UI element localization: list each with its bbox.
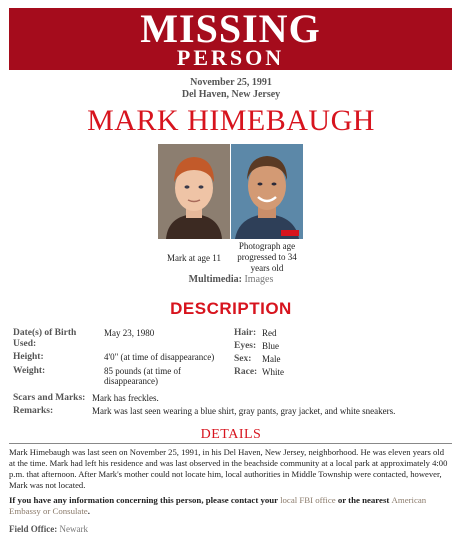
remarks-value: Mark was last seen wearing a blue shirt, gray pants, gray jacket, and white sneakers. [92, 406, 396, 416]
field-office-label: Field Office: [9, 524, 58, 534]
contact-text-end: . [87, 506, 90, 516]
person-name: MARK HIMEBAUGH [87, 104, 375, 137]
multimedia-images-link[interactable]: Images [244, 274, 274, 285]
hair-label: Hair: [234, 328, 257, 338]
banner-person: PERSON [176, 45, 285, 70]
weight-value: 85 pounds (at time of disappearance) [104, 366, 181, 386]
race-value: White [262, 367, 284, 377]
details-divider [9, 443, 452, 444]
eyes-label: Eyes: [234, 341, 257, 351]
disappearance-date: November 25, 1991 [190, 77, 272, 88]
contact-paragraph [9, 495, 452, 517]
dob-value: May 23, 1980 [104, 328, 155, 338]
scars-value: Mark has freckles. [92, 393, 159, 403]
height-value: 4'0" (at time of disappearance) [104, 352, 215, 362]
photo-caption-age-11: Mark at age 11 [167, 253, 221, 263]
sex-value: Male [262, 354, 281, 364]
photo-caption-age-progressed: Photograph age progressed to 34 years old [237, 241, 297, 273]
details-paragraph: Mark Himebaugh was last seen on November 25, 1991, in his Del Haven, New Jersey, neighborhood. He was eleven years old at the time. Mark had left his residence and was last observed in the beachside community at a local park at approximately 4:00 p.m. that afternoon. After Mark's mother could not locate him, local authorities in Middle Township were contacted, however, Mark was not located. [9, 447, 448, 490]
multimedia-row [0, 274, 462, 285]
height-label: Height: [13, 352, 44, 362]
multimedia-label: Multimedia: [188, 274, 242, 285]
description-heading: DESCRIPTION [170, 299, 292, 318]
hair-value: Red [262, 328, 277, 338]
field-office-newark-link[interactable]: Newark [59, 524, 88, 534]
local-fbi-office-link[interactable]: local FBI office [280, 495, 336, 505]
contact-text-1: If you have any information concerning this person, please contact your [9, 495, 278, 505]
contact-text-2: or the nearest [337, 495, 390, 505]
banner-missing: MISSING [140, 6, 321, 51]
embassy-consulate-link[interactable]: American Embassy or Consulate [9, 495, 427, 516]
age-progressed-portrait-image [231, 144, 303, 239]
sex-label: Sex: [234, 354, 252, 364]
race-label: Race: [234, 367, 258, 377]
field-office-row [9, 524, 88, 534]
remarks-label: Remarks: [13, 406, 54, 416]
details-heading: DETAILS [200, 427, 262, 442]
eyes-value: Blue [262, 341, 279, 351]
scars-label: Scars and Marks: [13, 393, 86, 403]
child-portrait-image [158, 144, 230, 239]
dob-label: Date(s) of Birth Used: [13, 328, 77, 349]
photo-age-11[interactable] [158, 144, 230, 239]
missing-person-banner [9, 8, 452, 70]
weight-label: Weight: [13, 366, 46, 376]
disappearance-location: Del Haven, New Jersey [181, 89, 281, 100]
photo-age-progressed[interactable] [231, 144, 303, 239]
